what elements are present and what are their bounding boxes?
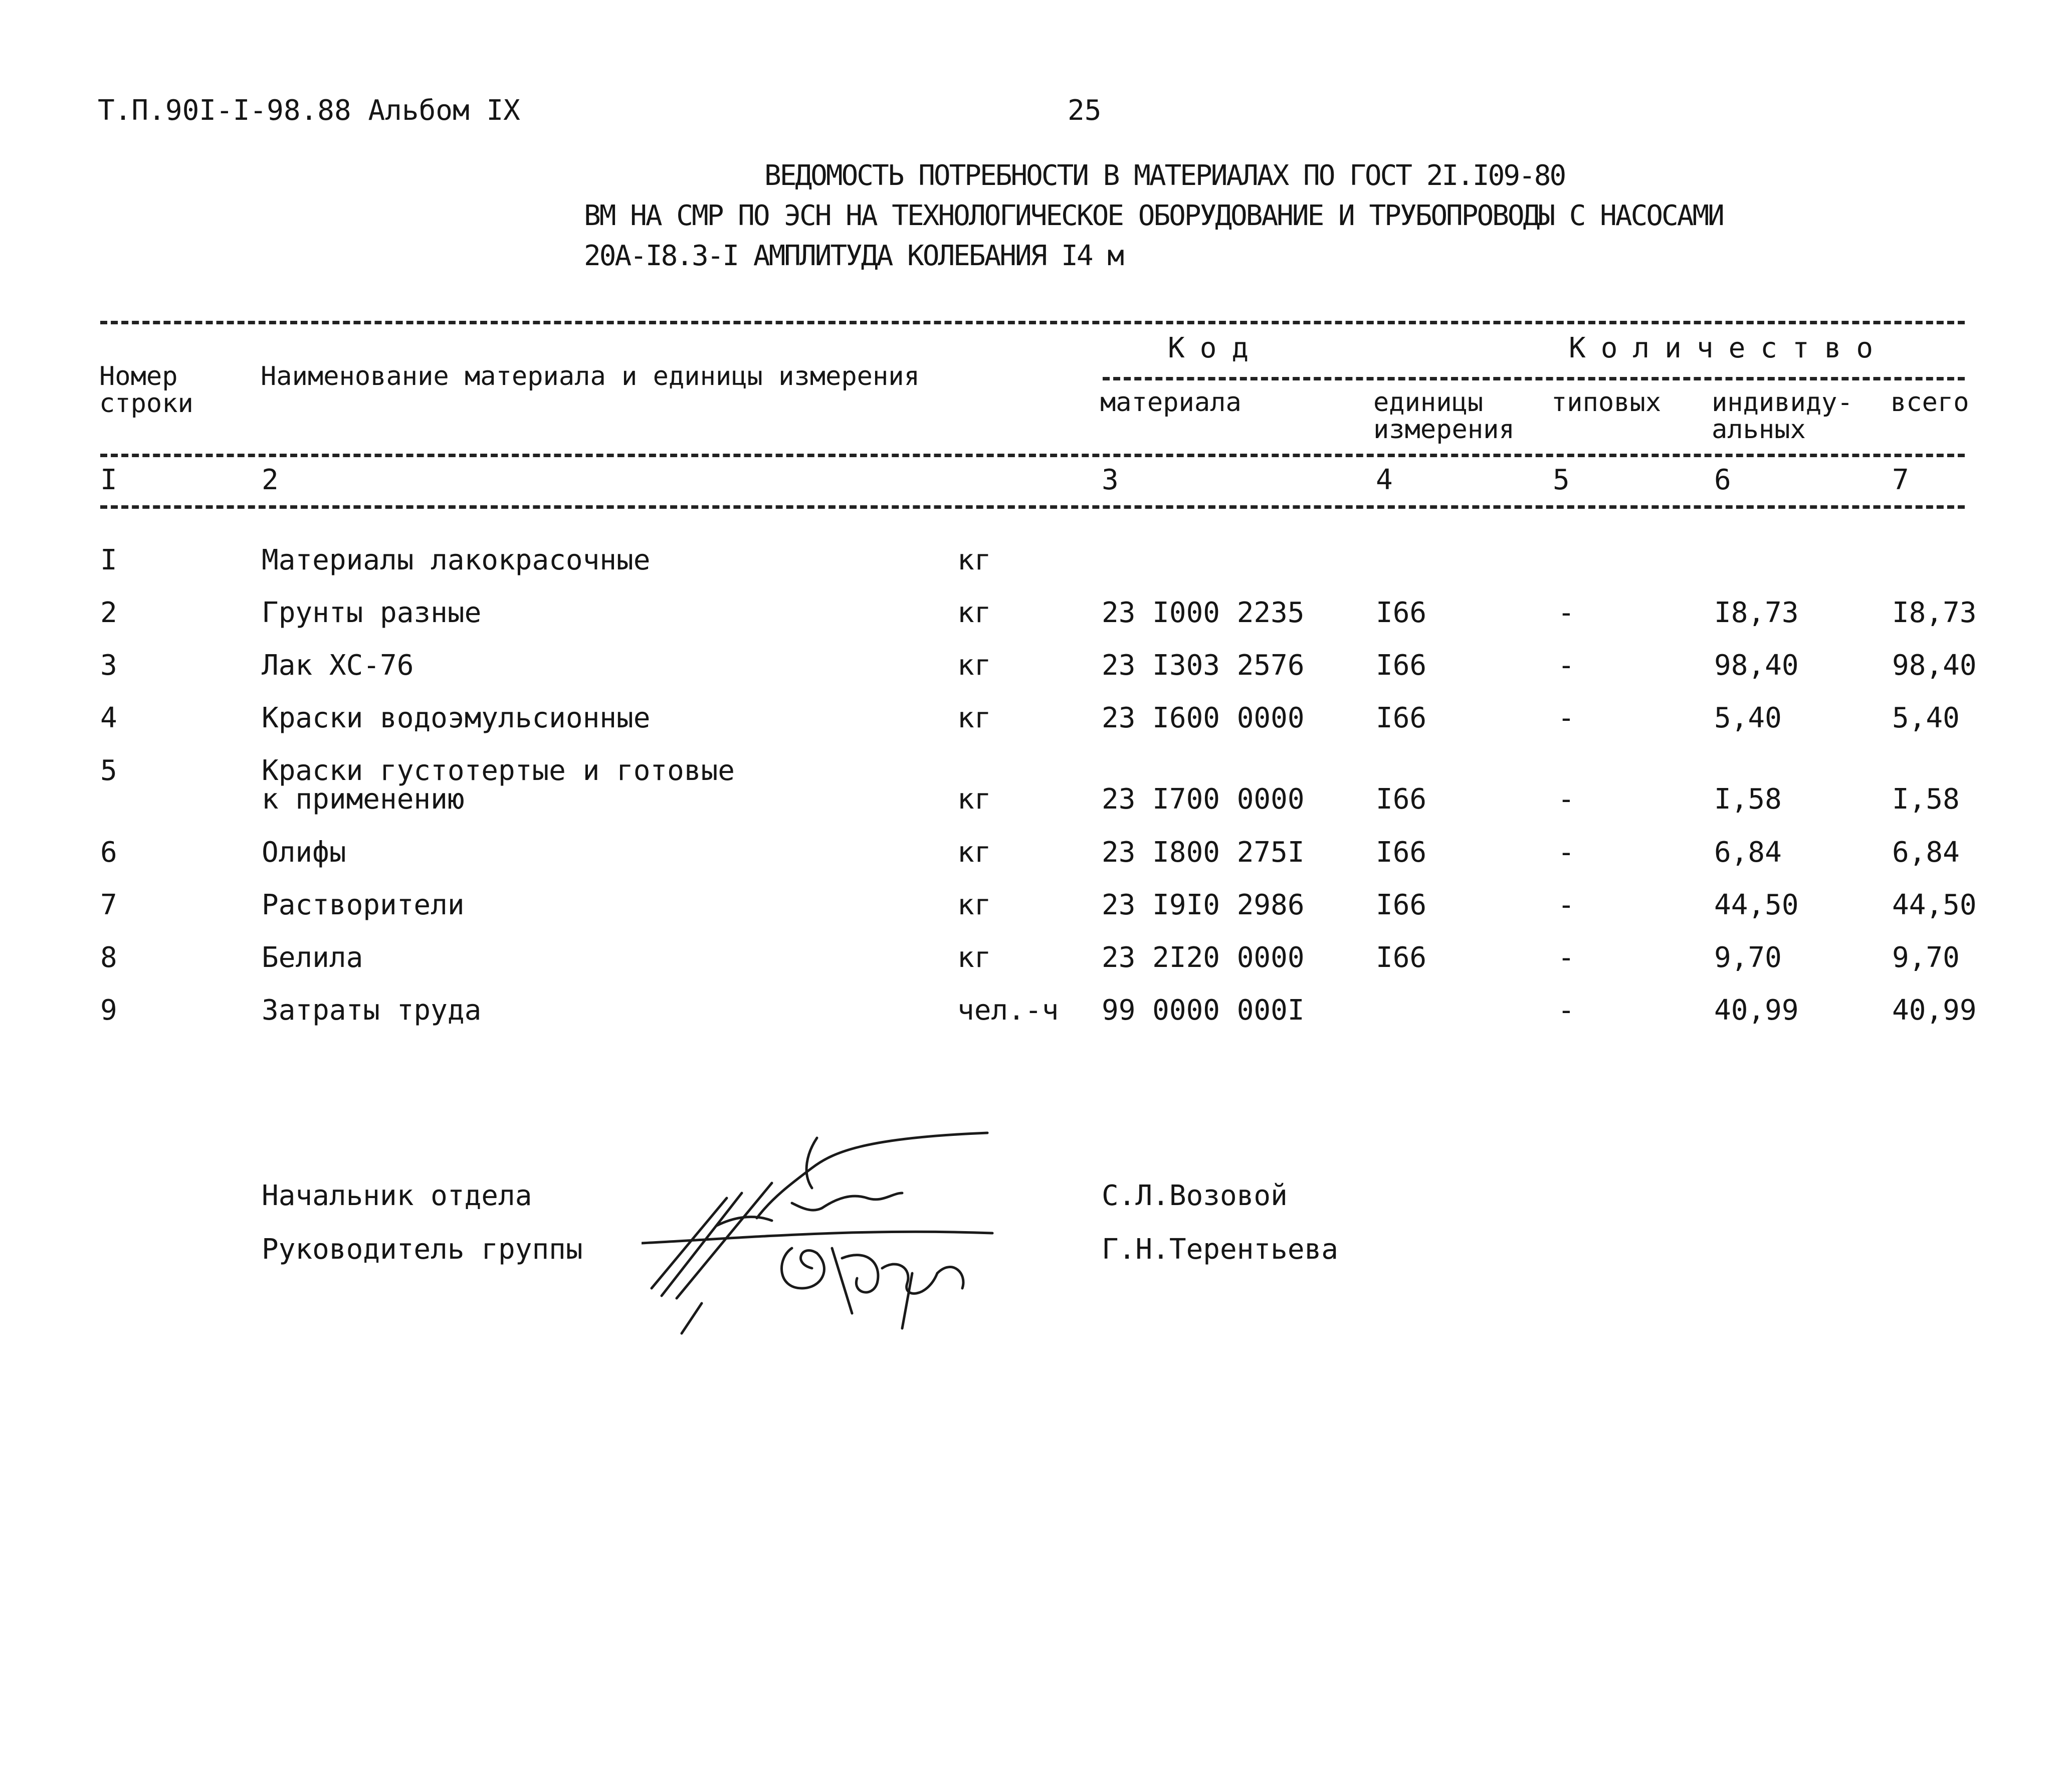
row-number: I — [100, 544, 117, 576]
column-number-2: 2 — [262, 464, 279, 496]
unit-code: I66 — [1376, 597, 1427, 629]
unit: кг — [957, 836, 991, 869]
header-unit-code-line1: единицы — [1373, 387, 1484, 418]
material-code: 99 0000 000I — [1102, 994, 1305, 1027]
individual-qty: I,58 — [1714, 783, 1782, 816]
unit: кг — [957, 702, 991, 734]
unit-code: I66 — [1376, 889, 1427, 921]
unit: чел.-ч — [957, 994, 1059, 1027]
header-row-number-line1: Номер — [99, 361, 178, 391]
material-code: 23 I303 2576 — [1102, 649, 1305, 682]
unit: кг — [957, 889, 991, 921]
table-top-rule — [100, 321, 1965, 324]
unit-code: I66 — [1376, 783, 1427, 816]
total-qty: I,58 — [1892, 783, 1960, 816]
material-name: Лак ХС-76 — [262, 649, 414, 682]
total-qty: 9,70 — [1892, 941, 1960, 974]
total-qty: 40,99 — [1892, 994, 1977, 1027]
material-name: Олифы — [262, 836, 346, 869]
column-number-4: 4 — [1376, 464, 1393, 496]
typical-qty: - — [1558, 889, 1575, 921]
role-department-head: Начальник отдела — [262, 1179, 532, 1212]
header-material-name: Наименование материала и единицы измерения — [261, 361, 920, 391]
material-code: 23 I600 0000 — [1102, 702, 1305, 734]
row-number: 5 — [100, 754, 117, 787]
unit: кг — [957, 649, 991, 682]
individual-qty: 6,84 — [1714, 836, 1782, 869]
role-group-leader: Руководитель группы — [262, 1233, 583, 1266]
header-row-number-line2: строки — [99, 388, 193, 419]
typical-qty: - — [1558, 836, 1575, 869]
material-code: 23 2I20 0000 — [1102, 941, 1305, 974]
column-number-6: 6 — [1714, 464, 1731, 496]
material-name: Краски водоэмульсионные — [262, 702, 651, 734]
material-code: 23 I000 2235 — [1102, 597, 1305, 629]
material-name: Материалы лакокрасочные — [262, 544, 651, 576]
handwritten-signature-icon — [642, 1123, 1012, 1338]
row-number: 3 — [100, 649, 117, 682]
header-individual-line1: индивиду- — [1712, 387, 1853, 418]
total-qty: I8,73 — [1892, 597, 1977, 629]
unit-code: I66 — [1376, 649, 1427, 682]
total-qty: 5,40 — [1892, 702, 1960, 734]
unit-code: I66 — [1376, 836, 1427, 869]
material-name: Краски густотертые и готовые — [262, 754, 735, 787]
header-individual-line2: альных — [1712, 415, 1806, 445]
title-line-2: ВМ НА СМР ПО ЭСН НА ТЕХНОЛОГИЧЕСКОЕ ОБОРУДОВАНИЕ И ТРУБОПРОВОДЫ С НАСОСАМИ — [584, 200, 1723, 232]
name-department-head: С.Л.Возовой — [1102, 1179, 1288, 1212]
unit: кг — [957, 941, 991, 974]
typical-qty: - — [1558, 702, 1575, 734]
page-number: 25 — [1068, 94, 1102, 127]
title-line-3: 20А-I8.3-I АМПЛИТУДА КОЛЕБАНИЯ I4 м — [584, 240, 1123, 272]
typical-qty: - — [1558, 649, 1575, 682]
individual-qty: I8,73 — [1714, 597, 1799, 629]
material-code: 23 I800 275I — [1102, 836, 1305, 869]
row-number: 4 — [100, 702, 117, 734]
column-number-5: 5 — [1553, 464, 1570, 496]
material-name-continuation: к применению — [262, 783, 465, 816]
total-qty: 44,50 — [1892, 889, 1977, 921]
column-number-7: 7 — [1892, 464, 1909, 496]
typical-qty: - — [1558, 994, 1575, 1027]
individual-qty: 44,50 — [1714, 889, 1799, 921]
material-code: 23 I9I0 2986 — [1102, 889, 1305, 921]
header-material-code: материала — [1100, 387, 1241, 418]
header-unit-code — [1373, 389, 1515, 443]
row-number: 2 — [100, 597, 117, 629]
header-row-number — [99, 363, 193, 417]
header-unit-code-line2: измерения — [1373, 415, 1515, 445]
unit-code: I66 — [1376, 941, 1427, 974]
typical-qty: - — [1558, 597, 1575, 629]
column-number-3: 3 — [1102, 464, 1119, 496]
unit: кг — [957, 597, 991, 629]
column-numbers-bottom-rule — [100, 505, 1965, 509]
unit: кг — [957, 544, 991, 576]
column-number-1: I — [100, 464, 117, 496]
title-line-1: ВЕДОМОСТЬ ПОТРЕБНОСТИ В МАТЕРИАЛАХ ПО ГОСТ 2I.I09-80 — [764, 159, 1565, 192]
total-qty: 98,40 — [1892, 649, 1977, 682]
individual-qty: 9,70 — [1714, 941, 1782, 974]
individual-qty: 5,40 — [1714, 702, 1782, 734]
row-number: 6 — [100, 836, 117, 869]
material-name: Затраты труда — [262, 994, 482, 1027]
typical-qty: - — [1558, 783, 1575, 816]
code-group-header: Код — [1168, 332, 1264, 364]
header-typical: типовых — [1551, 387, 1662, 418]
header-individual — [1712, 389, 1853, 443]
quantity-group-header: Количество — [1569, 332, 1889, 364]
individual-qty: 40,99 — [1714, 994, 1799, 1027]
material-code: 23 I700 0000 — [1102, 783, 1305, 816]
total-qty: 6,84 — [1892, 836, 1960, 869]
material-name: Грунты разные — [262, 597, 482, 629]
column-numbers-top-rule — [100, 454, 1965, 457]
typical-qty: - — [1558, 941, 1575, 974]
material-name: Белила — [262, 941, 363, 974]
individual-qty: 98,40 — [1714, 649, 1799, 682]
unit-code: I66 — [1376, 702, 1427, 734]
header-total: всего — [1891, 387, 1969, 418]
material-name: Растворители — [262, 889, 465, 921]
name-group-leader: Г.Н.Терентьева — [1102, 1233, 1339, 1266]
row-number: 7 — [100, 889, 117, 921]
row-number: 8 — [100, 941, 117, 974]
unit: кг — [957, 783, 991, 816]
row-number: 9 — [100, 994, 117, 1027]
document-reference: Т.П.90I-I-98.88 Альбом IX — [98, 94, 520, 127]
group-header-rule — [1103, 377, 1965, 380]
